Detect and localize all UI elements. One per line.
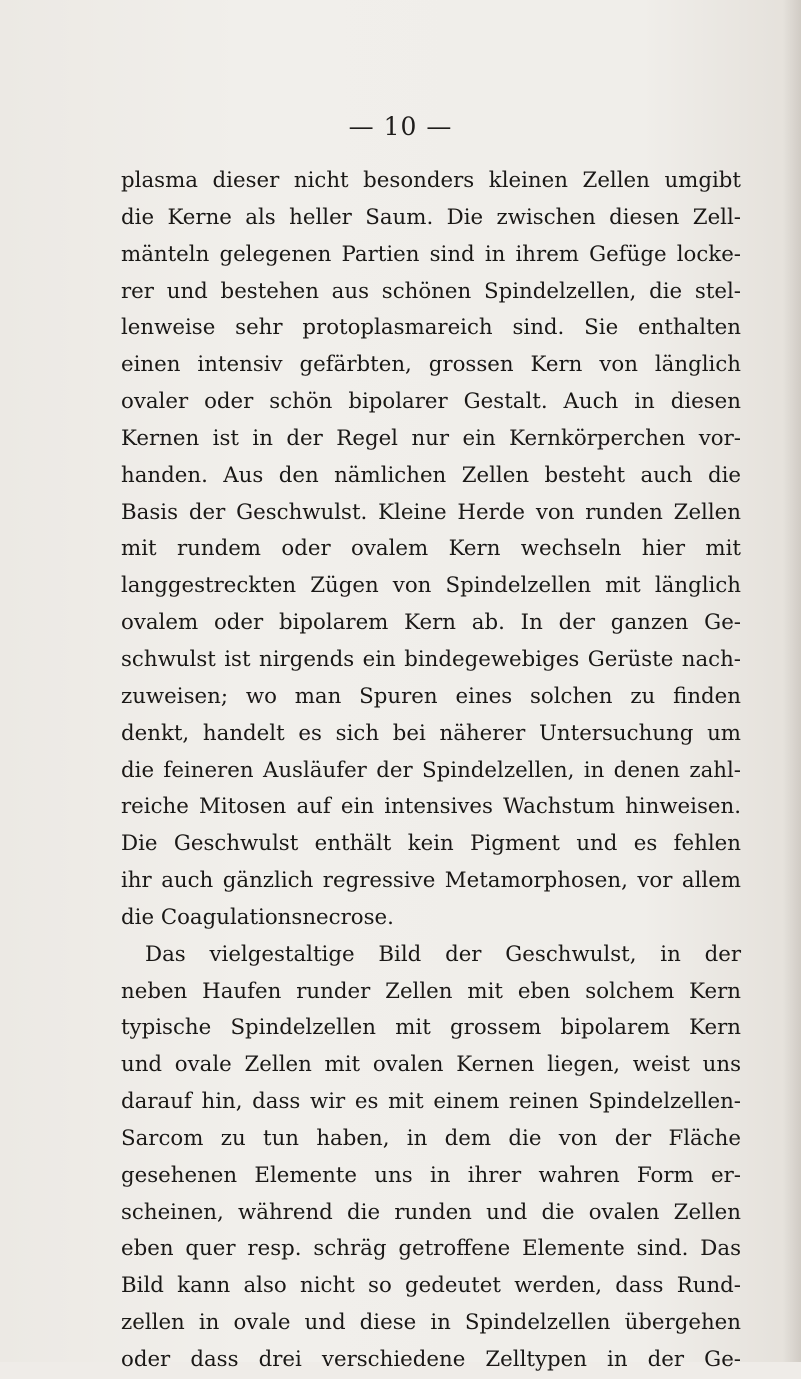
text-line: handen. Aus den nämlichen Zellen besteht auch die: [121, 462, 741, 488]
text-line: ihr auch gänzlich regressive Metamorphosen, vor allem: [121, 868, 741, 894]
body-text: [121, 163, 741, 1379]
text-line: mit rundem oder ovalem Kern wechseln hier mit: [121, 536, 741, 562]
text-line: oder dass drei verschiedene Zelltypen in der Ge-: [121, 1347, 741, 1372]
text-line: rer und bestehen aus schönen Spindelzellen, die stel-: [121, 278, 741, 304]
text-line: neben Haufen runder Zellen mit eben solchem Kern: [121, 978, 741, 1004]
text-line: schwulst ist nirgends ein bindegewebiges Gerüste nach-: [121, 646, 741, 672]
text-line: darauf hin, dass wir es mit einem reinen Spindelzellen-: [121, 1089, 741, 1115]
text-line: gesehenen Elemente uns in ihrer wahren Form er-: [121, 1162, 741, 1188]
text-line: einen intensiv gefärbten, grossen Kern von länglich: [121, 352, 741, 378]
text-line: und ovale Zellen mit ovalen Kernen liegen, weist uns: [121, 1052, 741, 1078]
text-line: Bild kann also nicht so gedeutet werden, dass Rund-: [121, 1273, 741, 1299]
text-line: die feineren Ausläufer der Spindelzellen, in denen zahl-: [121, 757, 741, 783]
text-line: typische Spindelzellen mit grossem bipolarem Kern: [121, 1015, 741, 1041]
text-line: Kernen ist in der Regel nur ein Kernkörperchen vor-: [121, 425, 741, 451]
text-line: scheinen, während die runden und die ovalen Zellen: [121, 1199, 741, 1225]
text-line: Die Geschwulst enthält kein Pigment und es fehlen: [121, 831, 741, 857]
page-edge-shadow: [783, 0, 801, 1362]
text-line: ovalem oder bipolarem Kern ab. In der ganzen Ge-: [121, 610, 741, 636]
text-line: Basis der Geschwulst. Kleine Herde von runden Zellen: [121, 499, 741, 525]
text-line: lenweise sehr protoplasmareich sind. Sie enthalten: [121, 315, 741, 341]
text-line: langgestreckten Zügen von Spindelzellen mit länglich: [121, 573, 741, 599]
text-line: plasma dieser nicht besonders kleinen Zellen umgibt: [121, 168, 741, 193]
text-line: zellen in ovale und diese in Spindelzellen übergehen: [121, 1310, 741, 1336]
text-line: mänteln gelegenen Partien sind in ihrem Gefüge locke-: [121, 241, 741, 267]
text-line: zuweisen; wo man Spuren eines solchen zu finden: [121, 683, 741, 709]
text-line: denkt, handelt es sich bei näherer Untersuchung um: [121, 720, 741, 746]
paragraph-start-line: Das vielgestaltige Bild der Geschwulst, in der: [145, 941, 741, 967]
text-line: die Kerne als heller Saum. Die zwischen diesen Zell-: [121, 204, 741, 230]
page-number: — 10 —: [348, 112, 453, 141]
text-line: eben quer resp. schräg getroffene Elemente sind. Das: [121, 1236, 741, 1262]
paragraph-end-line: die Coagulationsnecrose.: [121, 904, 394, 930]
text-line: reiche Mitosen auf ein intensives Wachstum hinweisen.: [121, 794, 741, 820]
text-line: ovaler oder schön bipolarer Gestalt. Auch in diesen: [121, 389, 741, 415]
text-line: Sarcom zu tun haben, in dem die von der Fläche: [121, 1125, 741, 1151]
